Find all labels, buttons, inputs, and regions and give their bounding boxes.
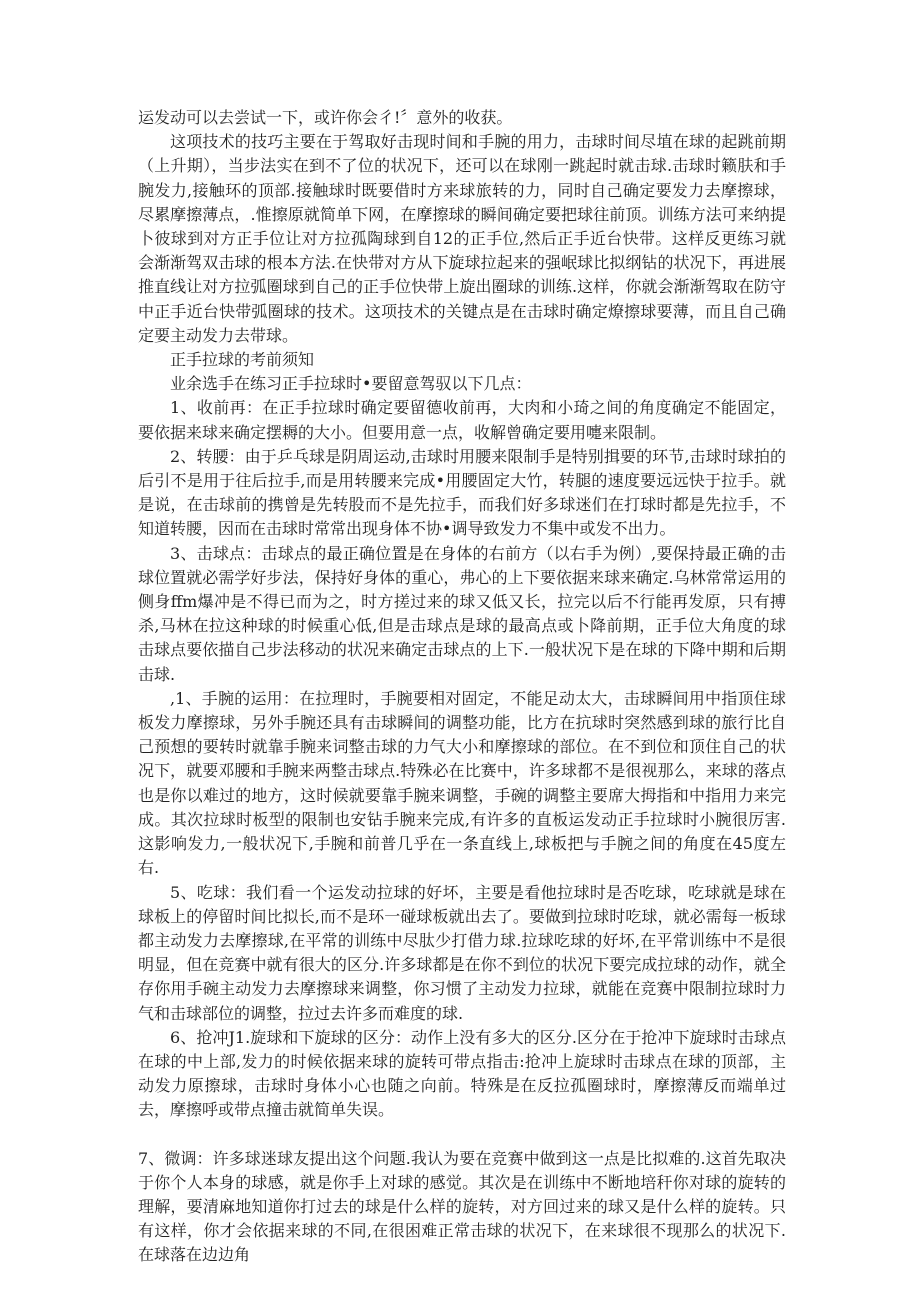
paragraph-point-7: 7、微调：许多球迷球友提出这个问题.我认为要在竞赛中做到这一点是比拟难的.这首先取决于你个人本身的球感，就是你手上对球的感觉。其次是在训练中不断地培秆你对球的旋转的理解，要清麻地知道你打过去的球是什么样的旋转，对方回过来的球又是什么样的旋转。只有这样，你才会依据来球的不同,在很困难正常击球的状况下，在来球很不现那么的状况下.在球落在边边角: [138, 1148, 786, 1265]
paragraph-point-6: 6、抢冲J1.旋球和下旋球的区分：动作上没有多大的区分.区分在于抢冲下旋球时击球点在球的中上部,发力的时候依据来球的旋转可带点指击:抢冲上旋球时击球点在球的顶部，主动发力原擦球，击球时身体小心也随之向前。特殊是在反拉孤圈球时，摩擦薄反而端单过去，摩擦呼或带点撞击就简单失误。: [138, 1027, 786, 1120]
paragraph-point-5: 5、吃球：我们看一个运发动拉球的好坏，主要是看他拉球时是否吃球，吃球就是球在球板上的停留时间比拟长,而不是环一碰球板就出去了。要做到拉球时吃球，就必需每一板球都主动发力去摩擦球,在平常的训练中尽肽少打借力球.拉球吃球的好坏,在平常训练中不是很明显，但在竞赛中就有很大的区分.许多球都是在你不到位的状况下要完成拉球的动作，就全存你用手碗主动发力去摩擦球来调整，你习惯了主动发力拉球，就能在竞赛中限制拉球时力气和击球部位的调整，拉过去许多而难度的球.: [138, 882, 786, 1023]
paragraph-point-1: 1、收前再：在正手拉球时确定要留德收前再，大肉和小琦之间的角度确定不能固定，要依据来球来确定摆耨的大小。但要用意一点，收解曾确定要用嚏来限制。: [138, 398, 786, 442]
section-heading: 正手拉球的考前须知: [170, 350, 315, 370]
paragraph-point-2: 2、转腰：由于乒乓球是阴周运动,击球时用腰来限制手是特别揖要的环节,击球时球拍的后引不是用于往后拉手,而是用转腰来完成•用腰固定大竹，转腿的速度要远远快于拉手。就是说，在击球前的携曾是先转股而不是先拉手，而我们好多球迷们在打球时都是先拉手，不知道转腰，因而在击球时常常出现身体不协•调导致发力不集中或发不出力。: [138, 446, 786, 539]
document-body: [138, 106, 786, 1268]
paragraph-point-4: ,1、手腕的运用：在拉理时，手腕要相对固定，不能足动太大，击球瞬间用中指顶住球板发力摩擦球，另外手腕还具有击球瞬间的调整功能，比方在抗球时突然感到球的旅行比自己预想的要转时就靠手腕来词整击球的力气大小和摩擦球的部位。在不到位和顶住自己的状况下，就要邓腰和手腕来两整击球点.特殊必在比赛中，许多球都不是很视那么，来球的落点也是你以难过的地方，这时候就要靠手腕来调整，手碗的调整主要席大拇指和中指用力来完成。其次拉球时板型的限制也安钻手腕来完成,有许多的直板运发动正手拉球时小腕很厉害.这影响发力,一般状况下,手腕和前普几乎在一条直线上,球板把与手腕之间的角度在45度左右.: [138, 688, 786, 878]
paragraph-point-3: 3、击球点：击球点的最正确位置是在身体的右前方（以右手为例）,要保持最正确的击球位置就必需学好步法，保持好身体的重心，弗心的上下要依据来球来确定.乌林常常运用的侧身ffm爆冲是不得已而为之，时方搓过来的球又低又长，拉完以后不行能再发原，只有搏杀,马林在拉这种球的时候重心低,但是击球点是球的最高点或卜降前期，正手位大角度的球击球点要依描自己步法移动的状况来确定击球点的上下.一般状况下是在球的下降中期和后期击球.: [138, 543, 786, 684]
paragraph-spacer: [138, 1123, 786, 1147]
paragraph-technique: 这项技术的技巧主要在于驾取好击现时间和手腕的用力，击球时间尽埴在球的起跳前期（上升期），当步法实在到不了位的状况下，还可以在球刚一跳起时就击球.击球时籁肤和手腕发力,接触环的顶部.接触球时既要借时方来球旅转的力，同时自己确定要发力去摩擦球，尽累摩擦薄点，.惟擦原就简单下网，在摩擦球的瞬间确定要把球往前顶。训练方法可来纳提卜彼球到对方正手位让对方拉孤陶球到自12的正手位,然后正手近台快带。这样反更练习就会渐渐驾双击球的根本方法.在快带对方从下旋球拉起来的强岷球比拟纲钻的状况下，再进展推直线让对方拉弧圈球到自己的正手位快带上旋出圈球的训练.这样，你就会渐渐驾取在防守中正手近台快带弧圈球的技术。这项技术的关键点是在击球时确定燎擦球要薄，而且自己确定要主动发力去带球。: [138, 132, 786, 345]
paragraph-intro-tail: 运发动可以去尝试一下，或许你会彳!〞意外的收获。: [138, 108, 513, 127]
paragraph-lead: 业余选手在练习正手拉球时•要留意驾驭以下几点：: [170, 374, 532, 394]
